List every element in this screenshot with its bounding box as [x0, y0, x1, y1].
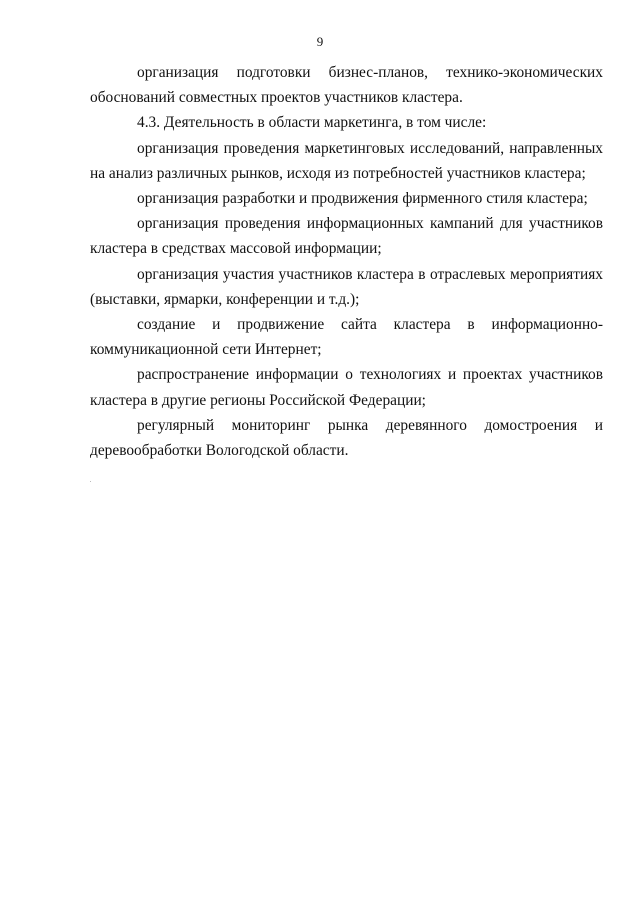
- paragraph-marketing-research: организация проведения маркетинговых исследований, направленных на анализ различных рынков, исходя из потребностей участников кластера;: [90, 139, 603, 182]
- paragraph-corporate-style: организация разработки и продвижения фирменного стиля кластера;: [137, 190, 588, 208]
- scan-dot: [90, 481, 91, 482]
- page-number: 9: [316, 34, 324, 49]
- paragraph-website-promotion: создание и продвижение сайта кластера в информационно-коммуникационной сети Интернет;: [90, 316, 603, 359]
- paragraph-market-monitoring: регулярный мониторинг рынка деревянного домостроения и деревообработки Вологодской области.: [90, 416, 603, 460]
- paragraph-info-distribution: распространение информации о технологиях и проектах участников кластера в другие регионы Российской Федерации;: [90, 366, 603, 409]
- paragraph-media-campaigns: организация проведения информационных кампаний для участников кластера в средствах массовой информации;: [90, 215, 603, 258]
- document-body: [90, 60, 603, 463]
- paragraph-section-4-3-heading: 4.3. Деятельность в области маркетинга, в том числе:: [137, 114, 487, 132]
- paragraph-business-plans: организация подготовки бизнес-планов, технико-экономических обоснований совместных проектов участников кластера.: [90, 64, 603, 107]
- paragraph-industry-events: организация участия участников кластера в отраслевых мероприятиях (выставки, ярмарки, конференции и т.д.);: [90, 265, 603, 308]
